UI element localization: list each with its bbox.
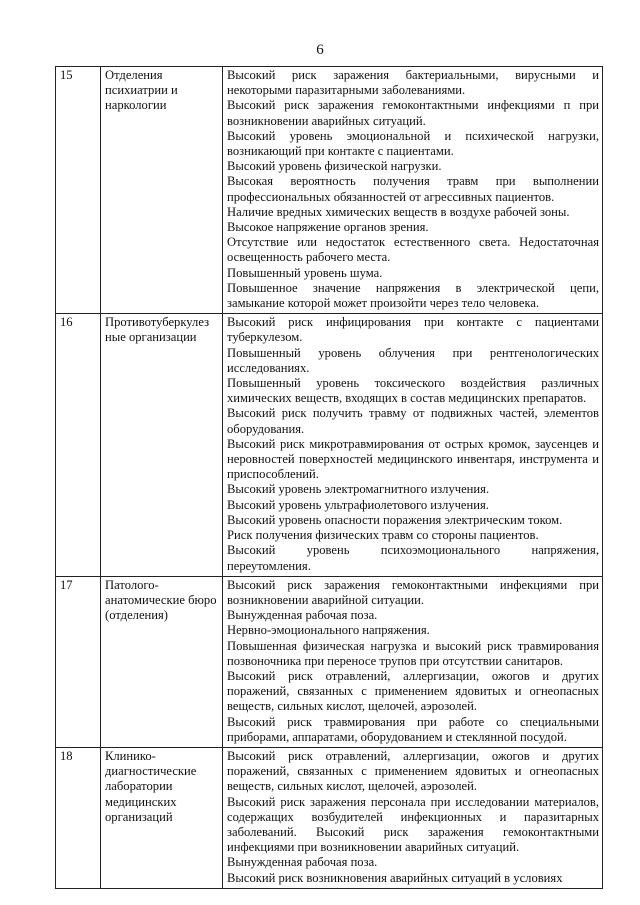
unit-name: Противотуберкулез ные организации (101, 314, 223, 576)
risk-item: Повышенный уровень облучения при рентгенологических исследованиях. (227, 345, 599, 375)
risk-item: Высокий риск заражения гемоконтактными инфекциями п при возникновении аварийных ситуаций. (227, 98, 599, 128)
table-row (56, 576, 603, 747)
risk-item: Высокий уровень ультрафиолетового излучения. (227, 497, 489, 512)
row-number: 17 (56, 576, 101, 747)
risk-item: Повышенная физическая нагрузка и высокий риск травмирования позвоночника при переносе трупов при отсутствии санитаров. (227, 638, 599, 668)
risk-item: Повышенный уровень шума. (227, 265, 383, 280)
risk-table (55, 66, 603, 889)
risk-item: Вынужденная рабочая поза. (227, 608, 378, 623)
risk-item: Высокий риск получить травму от подвижных частей, элементов оборудования. (227, 406, 599, 436)
risk-item: Вынужденная рабочая поза. (227, 855, 378, 870)
row-number: 16 (56, 314, 101, 576)
risk-item: Отсутствие или недостаток естественного света. Недостаточная освещенность рабочего места. (227, 235, 599, 265)
risk-item: Высокий уровень эмоциональной и психической нагрузки, возникающий при контакте с пациентами. (227, 128, 599, 159)
table-row (56, 747, 603, 888)
risk-list (223, 314, 603, 576)
risk-item: Высокий риск заражения гемоконтактными инфекциями при возникновении аварийной ситуации. (227, 577, 599, 607)
risk-item: Высокое напряжение органов зрения. (227, 220, 429, 235)
risk-item: Высокий риск отравлений, аллергизации, ожогов и других поражений, связанных с применением ядовитых и огнеопасных веществ, сильных кислот, щелочей, аэрозолей. (227, 668, 599, 714)
risk-list (223, 747, 603, 888)
risk-item: Высокий уровень физической нагрузки. (227, 159, 442, 174)
page-number: 6 (316, 42, 324, 58)
risk-item: Повышенный уровень токсического воздействия различных химических веществ, входящих в состав медицинских препаратов. (227, 376, 599, 406)
table-row (56, 314, 603, 576)
risk-list (223, 576, 603, 747)
risk-item: Высокий риск заражения бактериальными, вирусными и некоторыми паразитарными заболеваниями. (227, 68, 599, 98)
table-row (56, 67, 603, 314)
risk-item: Наличие вредных химических веществ в воздухе рабочей зоны. (227, 204, 570, 219)
unit-name: Клинико-диагностические лаборатории медицинских организаций (101, 747, 223, 888)
risk-item: Повышенное значение напряжения в электрической цепи, замыкание которой может произойти через тело человека. (227, 280, 599, 311)
risk-item: Высокий риск инфицирования при контакте с пациентами туберкулезом. (227, 315, 599, 345)
risk-item: Высокий уровень электромагнитного излучения. (227, 482, 490, 497)
unit-name: Патолого-анатомические бюро (отделения) (101, 576, 223, 747)
risk-list (223, 67, 603, 314)
risk-item: Высокий уровень психоэмоционального напряжения, переутомления. (227, 543, 599, 573)
unit-name: Отделения психиатрии и наркологии (101, 67, 223, 314)
row-number: 15 (56, 67, 101, 314)
risk-item: Высокий риск заражения персонала при исследовании материалов, содержащих возбудителей инфекционных и паразитарных заболеваний. Высокий риск заражения гемоконтактными инфекциями при возникновении аварийных ситуаций. (227, 794, 599, 855)
row-number: 18 (56, 747, 101, 888)
risk-item: Высокий риск микротравмирования от острых кромок, заусенцев и неровностей поверхностей медицинского инвентаря, инструмента и приспособлений. (227, 436, 599, 482)
risk-item: Высокая вероятность получения травм при выполнении профессиональных обязанностей от агрессивных пациентов. (227, 174, 599, 204)
risk-item: Высокий риск отравлений, аллергизации, ожогов и других поражений, связанных с применением ядовитых и огнеопасных веществ, сильных кислот, щелочей, аэрозолей. (227, 748, 599, 794)
risk-item: Нервно-эмоционального напряжения. (227, 623, 430, 638)
risk-item: Высокий риск травмирования при работе со специальными приборами, аппаратами, оборудованием и стеклянной посудой. (227, 714, 599, 744)
risk-item: Высокий риск возникновения аварийных ситуаций в условиях (227, 870, 563, 885)
risk-item: Высокий уровень опасности поражения электрическим током. (227, 512, 563, 527)
risk-item: Риск получения физических травм со стороны пациентов. (227, 528, 539, 543)
